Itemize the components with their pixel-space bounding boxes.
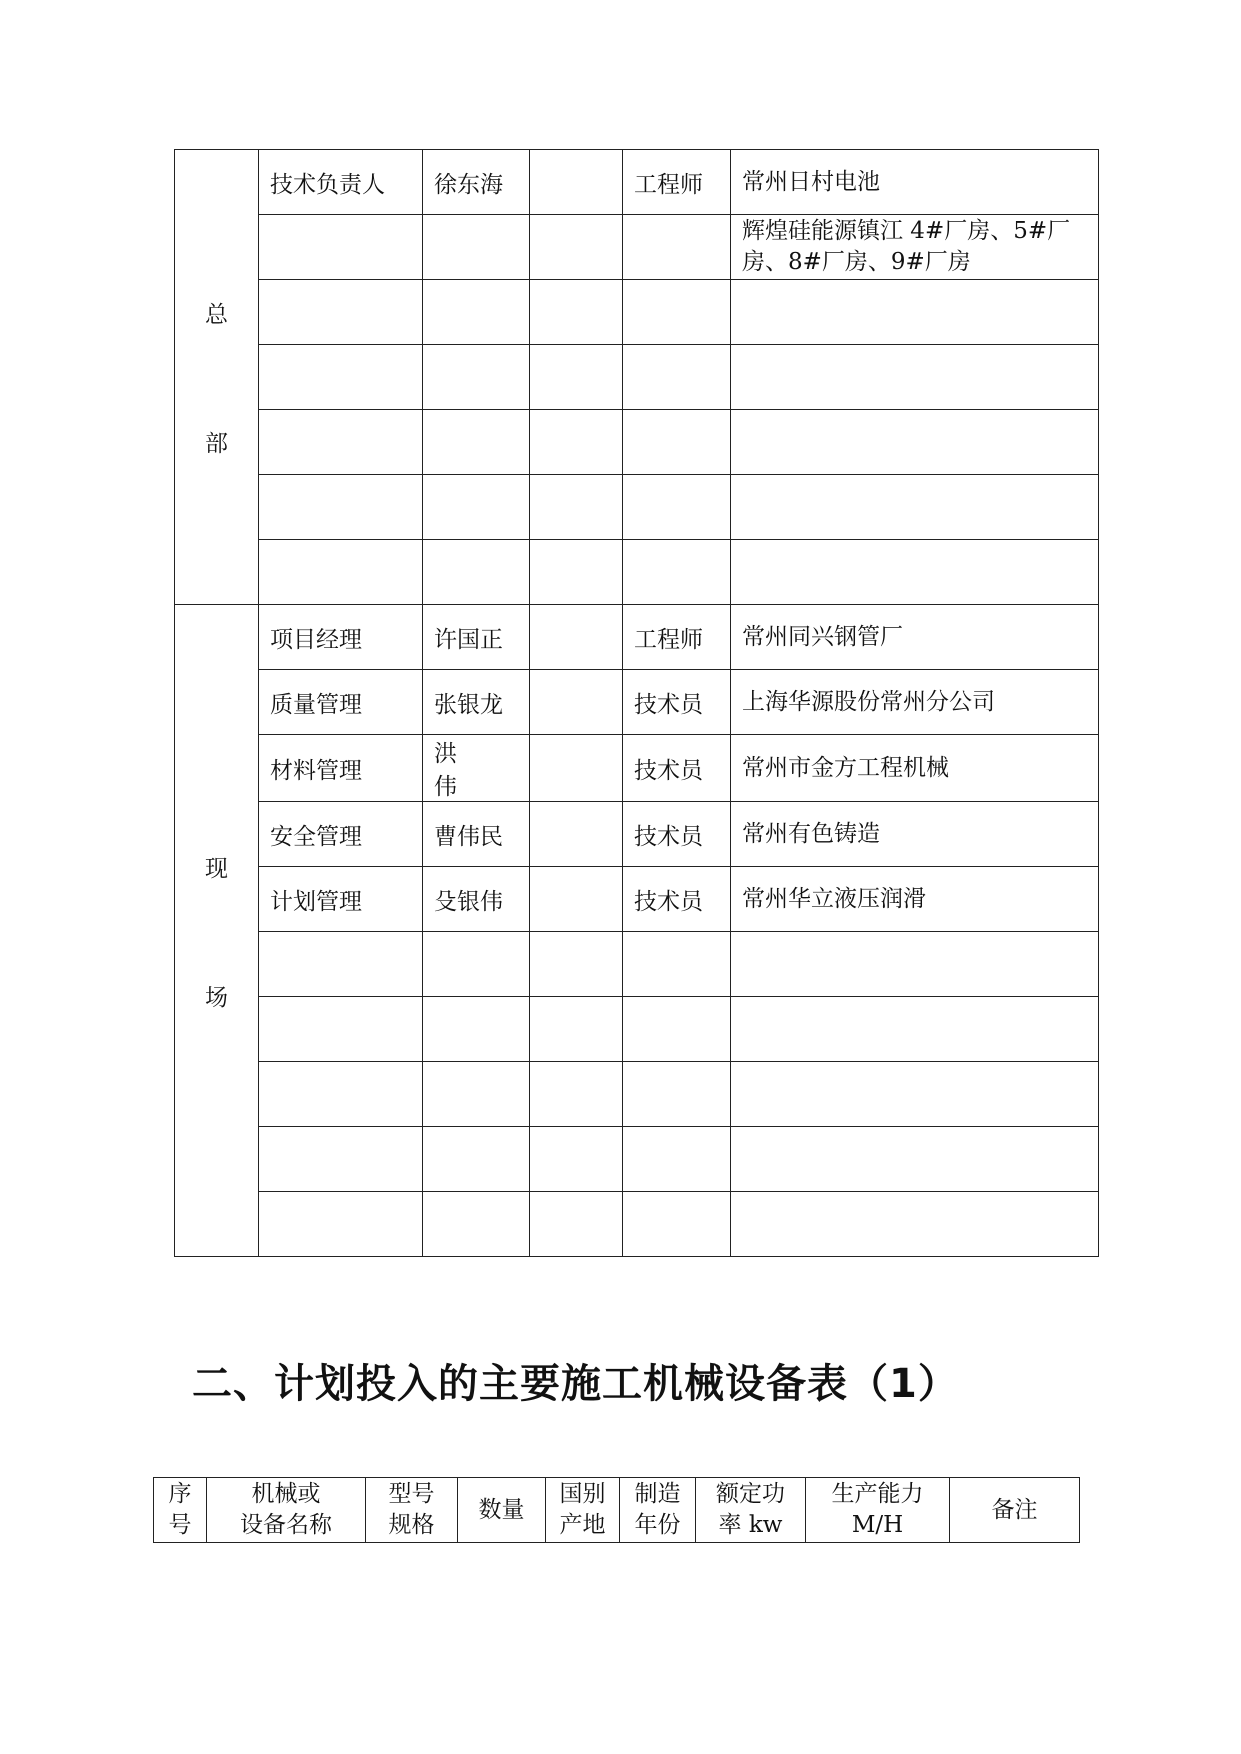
blank-cell	[530, 605, 623, 670]
hq-row	[175, 345, 1099, 410]
role-cell	[259, 410, 423, 475]
name-cell	[423, 1192, 530, 1257]
header-line-1: 制造	[634, 1481, 681, 1507]
role-cell	[259, 540, 423, 605]
project-cell	[731, 475, 1099, 540]
project-cell	[731, 1062, 1099, 1127]
site-row	[175, 867, 1099, 932]
title-cell	[623, 475, 731, 540]
project-cell	[731, 345, 1099, 410]
hq-label-char: 总	[205, 302, 228, 328]
header-line-1: 额定功	[716, 1481, 785, 1507]
role-cell	[259, 280, 423, 345]
blank-cell	[530, 345, 623, 410]
title-cell	[623, 345, 731, 410]
project-cell: 常州同兴钢管厂	[731, 605, 1099, 670]
site-row	[175, 932, 1099, 997]
name-cell	[423, 410, 530, 475]
header-line-1: 机械或	[251, 1481, 321, 1507]
project-cell: 常州日村电池	[731, 150, 1099, 215]
site-section-label	[175, 605, 259, 1257]
hq-label-char: 部	[205, 431, 228, 457]
header-line-2: 设备名称	[240, 1512, 332, 1538]
project-cell: 常州华立液压润滑	[731, 867, 1099, 932]
name-cell	[423, 280, 530, 345]
title-cell: 技术员	[623, 867, 731, 932]
title-cell	[623, 1127, 731, 1192]
blank-cell	[530, 540, 623, 605]
header-line-2: 号	[168, 1512, 192, 1538]
site-row	[175, 802, 1099, 867]
title-cell	[623, 1062, 731, 1127]
name-cell	[423, 1127, 530, 1192]
name-cell: 张银龙	[423, 670, 530, 735]
header-line-2: M/H	[851, 1512, 904, 1538]
blank-cell	[530, 1062, 623, 1127]
equipment-table	[153, 1477, 1080, 1543]
project-cell: 常州市金方工程机械	[731, 735, 1099, 802]
hq-row	[175, 280, 1099, 345]
equipment-table-title: 二、计划投入的主要施工机械设备表（1）	[192, 1361, 959, 1407]
blank-cell	[530, 475, 623, 540]
name-cell	[423, 475, 530, 540]
staff-table-body	[175, 150, 1099, 1257]
blank-cell	[530, 670, 623, 735]
title-cell	[623, 932, 731, 997]
equipment-header-cell	[207, 1478, 366, 1543]
equipment-header-cell	[696, 1478, 806, 1543]
role-cell	[259, 215, 423, 280]
role-cell: 技术负责人	[259, 150, 423, 215]
role-cell	[259, 1192, 423, 1257]
role-cell	[259, 997, 423, 1062]
hq-section-label	[175, 150, 259, 605]
site-row	[175, 1127, 1099, 1192]
blank-cell	[530, 997, 623, 1062]
title-cell	[623, 280, 731, 345]
header-line-2: 产地	[559, 1512, 606, 1538]
hq-row	[175, 540, 1099, 605]
equipment-header-cell	[620, 1478, 696, 1543]
name-cell: 曹伟民	[423, 802, 530, 867]
hq-row	[175, 410, 1099, 475]
name-cell: 徐东海	[423, 150, 530, 215]
site-row	[175, 1192, 1099, 1257]
project-cell: 上海华源股份常州分公司	[731, 670, 1099, 735]
site-label-char: 场	[205, 984, 228, 1011]
title-cell: 技术员	[623, 735, 731, 802]
name-cell	[423, 540, 530, 605]
name-cell: 殳银伟	[423, 867, 530, 932]
project-cell	[731, 540, 1099, 605]
role-cell: 项目经理	[259, 605, 423, 670]
blank-cell	[530, 150, 623, 215]
blank-cell	[530, 735, 623, 802]
staff-table	[174, 149, 1099, 1257]
hq-row	[175, 475, 1099, 540]
name-cell	[423, 932, 530, 997]
blank-cell	[530, 1192, 623, 1257]
project-cell	[731, 410, 1099, 475]
header-line-1: 序	[168, 1481, 192, 1507]
equipment-header-cell	[546, 1478, 620, 1543]
title-cell	[623, 410, 731, 475]
project-cell: 辉煌硅能源镇江 4#厂房、5#厂房、8#厂房、9#厂房	[731, 215, 1099, 280]
hq-row	[175, 215, 1099, 280]
site-row	[175, 997, 1099, 1062]
role-cell	[259, 1062, 423, 1127]
title-cell: 工程师	[623, 605, 731, 670]
role-cell	[259, 475, 423, 540]
site-row	[175, 1062, 1099, 1127]
header-line-1: 备注	[991, 1496, 1038, 1523]
blank-cell	[530, 802, 623, 867]
role-cell	[259, 1127, 423, 1192]
site-row	[175, 605, 1099, 670]
blank-cell	[530, 280, 623, 345]
equipment-header-cell	[154, 1478, 207, 1543]
blank-cell	[530, 410, 623, 475]
project-cell	[731, 1127, 1099, 1192]
title-cell	[623, 997, 731, 1062]
header-line-2: 率 kw	[718, 1512, 783, 1538]
header-line-2: 年份	[634, 1512, 681, 1538]
role-cell	[259, 345, 423, 410]
blank-cell	[530, 932, 623, 997]
site-label-char: 现	[205, 855, 228, 882]
project-cell	[731, 932, 1099, 997]
equipment-header-row	[154, 1478, 1080, 1543]
site-row	[175, 735, 1099, 802]
equipment-header-cell	[366, 1478, 458, 1543]
header-line-1: 数量	[478, 1496, 525, 1523]
role-cell	[259, 932, 423, 997]
header-line-1: 国别	[559, 1481, 606, 1507]
header-line-1: 型号	[388, 1481, 435, 1507]
title-cell	[623, 215, 731, 280]
title-cell: 工程师	[623, 150, 731, 215]
hq-row	[175, 150, 1099, 215]
name-cell	[423, 1062, 530, 1127]
name-cell	[423, 345, 530, 410]
role-cell: 质量管理	[259, 670, 423, 735]
name-cell: 洪伟	[423, 735, 530, 802]
header-line-2: 规格	[388, 1512, 435, 1538]
name-cell: 许国正	[423, 605, 530, 670]
equipment-header-cell	[806, 1478, 950, 1543]
role-cell: 材料管理	[259, 735, 423, 802]
title-cell	[623, 540, 731, 605]
project-cell	[731, 280, 1099, 345]
blank-cell	[530, 1127, 623, 1192]
blank-cell	[530, 867, 623, 932]
name-cell	[423, 215, 530, 280]
role-cell: 计划管理	[259, 867, 423, 932]
project-cell: 常州有色铸造	[731, 802, 1099, 867]
project-cell	[731, 997, 1099, 1062]
header-line-1: 生产能力	[831, 1481, 924, 1507]
blank-cell	[530, 215, 623, 280]
project-cell	[731, 1192, 1099, 1257]
title-cell: 技术员	[623, 670, 731, 735]
equipment-header-cell	[950, 1478, 1080, 1543]
name-cell	[423, 997, 530, 1062]
equipment-header-cell	[458, 1478, 546, 1543]
role-cell: 安全管理	[259, 802, 423, 867]
title-cell: 技术员	[623, 802, 731, 867]
title-cell	[623, 1192, 731, 1257]
site-row	[175, 670, 1099, 735]
